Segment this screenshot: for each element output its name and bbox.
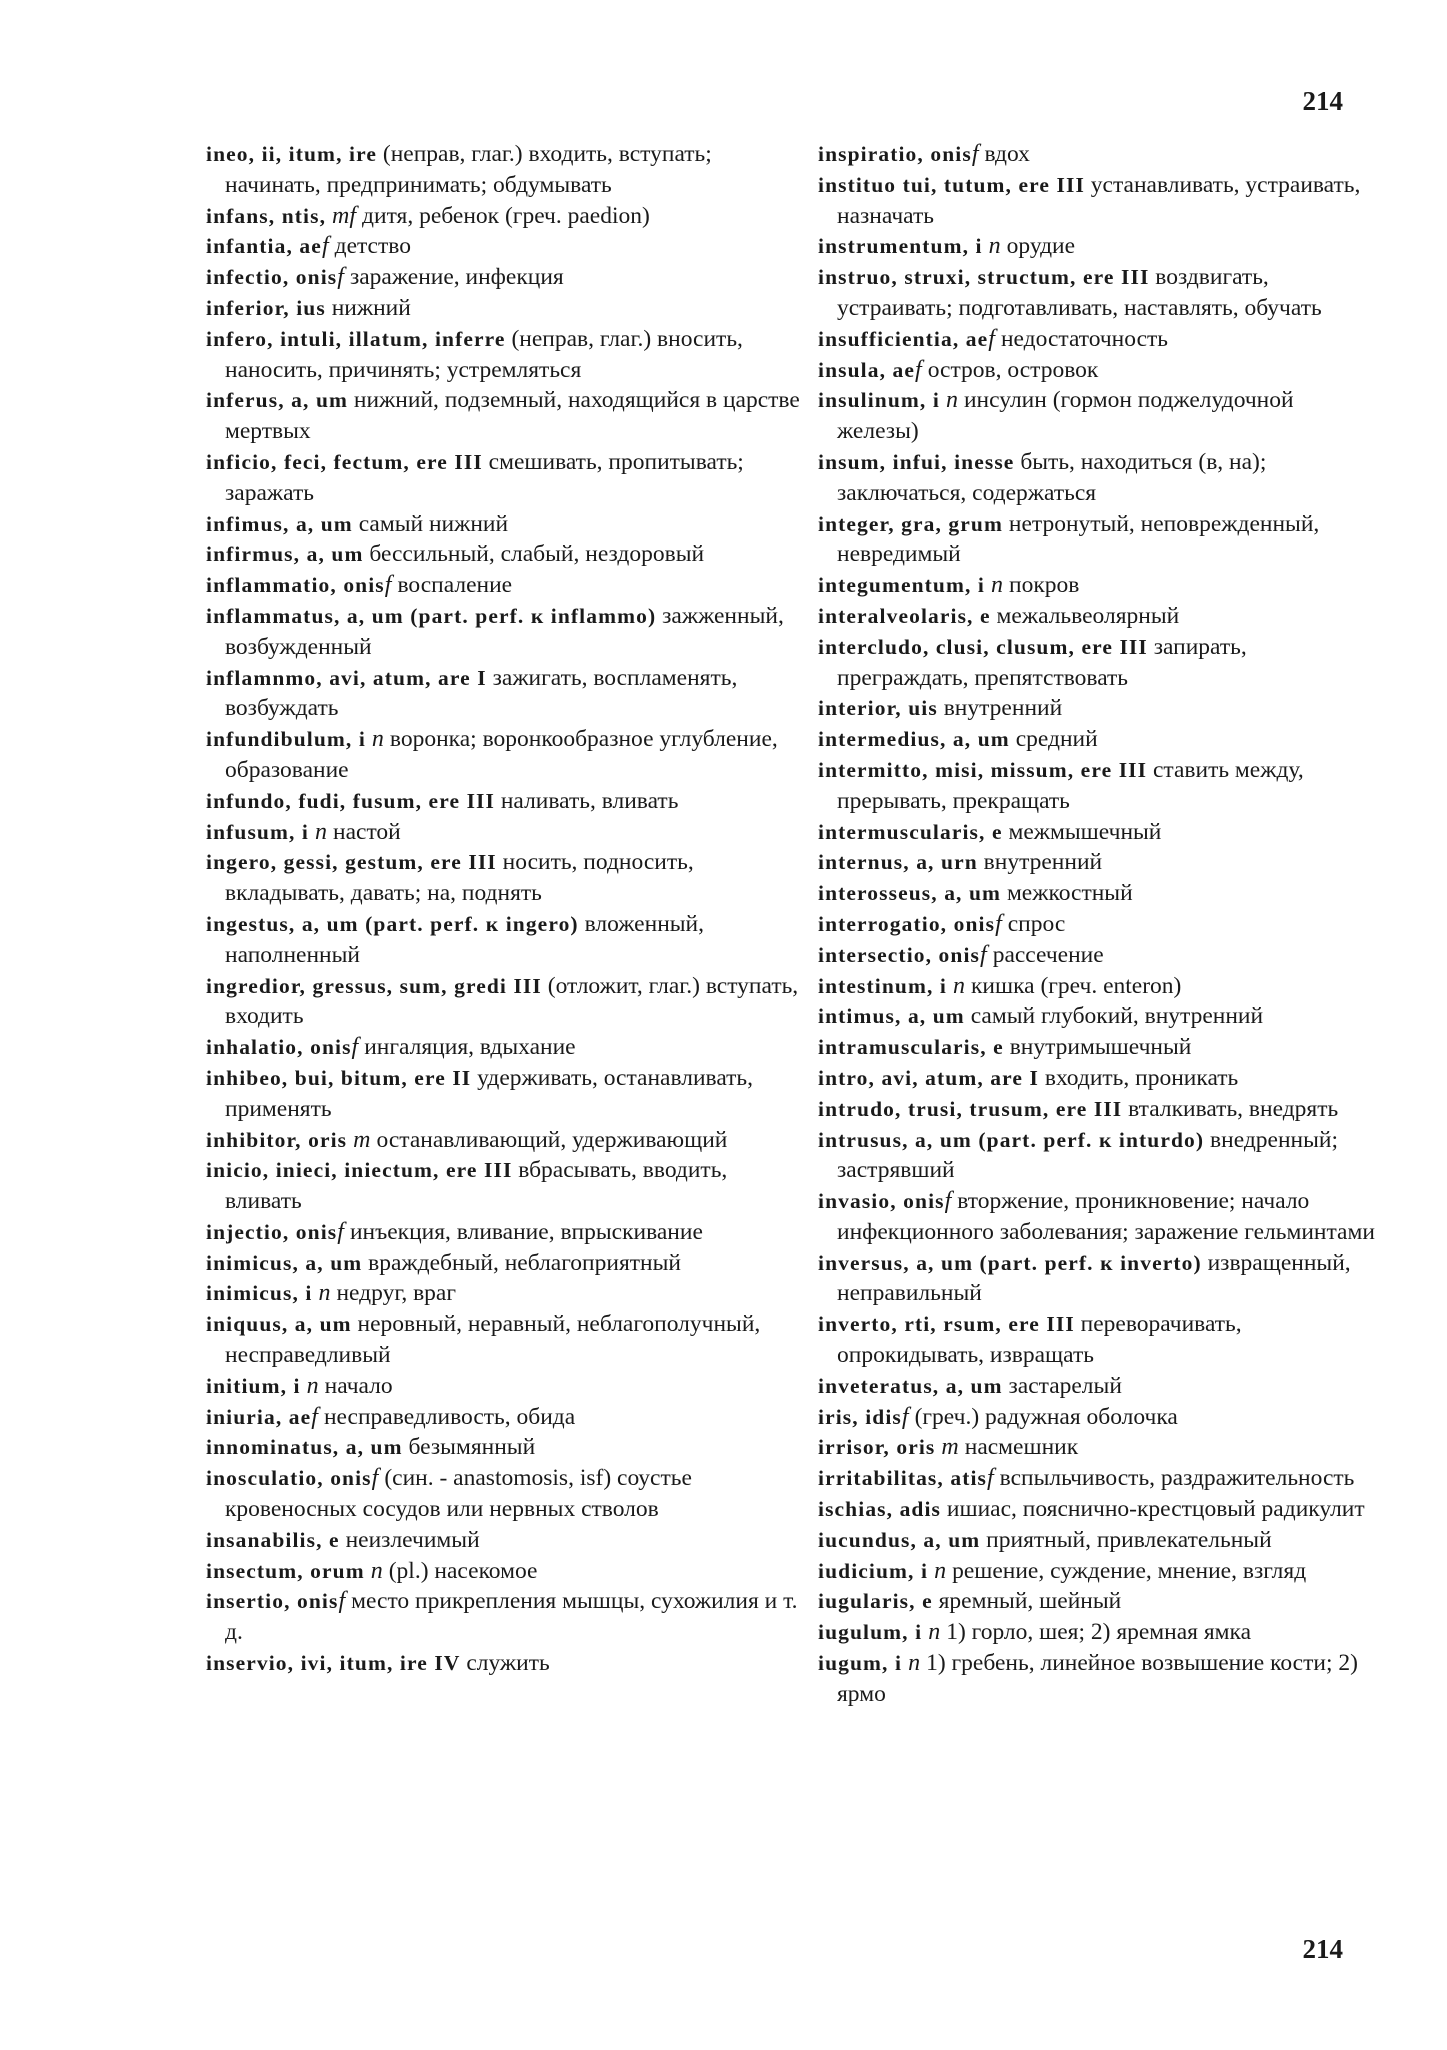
entry-lemma: integumentum, i [818, 573, 985, 598]
dictionary-entry [206, 385, 806, 447]
entry-definition: зажигать, воспламенять, возбуждать [225, 664, 738, 722]
entry-lemma: inimicus, a, um [206, 1250, 363, 1275]
entry-definition: воспаление [397, 572, 513, 599]
dictionary-entry [818, 324, 1378, 355]
entry-lemma: iris, idis [818, 1404, 902, 1429]
dictionary-entry [206, 786, 806, 817]
dictionary-entry [818, 1494, 1378, 1525]
entry-definition: (отложит, глаг.) вступать, входить [225, 972, 799, 1030]
entry-gender: n [364, 1557, 389, 1584]
entry-definition: спрос [1007, 910, 1066, 937]
entry-lemma: iugum, i [818, 1651, 903, 1676]
entry-definition: удерживать, останавливать, применять [225, 1064, 754, 1122]
dictionary-entry [206, 1463, 806, 1525]
dictionary-entry [818, 1309, 1378, 1371]
entry-definition: переворачивать, опрокидывать, извращать [837, 1311, 1242, 1369]
dictionary-entry [818, 755, 1378, 817]
entry-definition: неровный, неравный, неблагополучный, несправедливый [225, 1311, 761, 1369]
entry-definition: (греч.) радужная оболочка [914, 1403, 1178, 1430]
entry-definition: нижний, подземный, находящийся в царстве мертвых [225, 387, 800, 445]
entry-lemma: infundibulum, i [206, 727, 366, 752]
entry-definition: (неправ, глаг.) вносить, наносить, причинять; устремляться [225, 325, 743, 383]
entry-lemma: infusum, i [206, 819, 310, 844]
entry-gender: f [944, 1188, 958, 1215]
entry-definition: недостаточность [1000, 325, 1169, 352]
entry-lemma: inservio, ivi, itum, ire IV [206, 1651, 461, 1676]
entry-definition: остров, островок [927, 356, 1099, 383]
entry-definition: ишиас, пояснично-крестцовый радикулит [941, 1496, 1365, 1523]
entry-definition: (неправ, глаг.) входить, вступать; начинать, предпринимать; обдумывать [225, 141, 712, 198]
entry-definition: запирать, преграждать, препятствовать [837, 633, 1247, 691]
dictionary-entry [206, 1525, 806, 1556]
dictionary-entry [818, 139, 1378, 170]
entry-definition: вдох [984, 141, 1030, 167]
entry-gender: m [347, 1126, 377, 1153]
entry-definition: враждебный, неблагоприятный [362, 1249, 681, 1276]
entry-definition: ингаляция, вдыхание [364, 1034, 576, 1061]
entry-lemma: inflammatio, onis [206, 573, 385, 598]
entry-definition: яремный, шейный [932, 1588, 1122, 1615]
dictionary-entry [206, 570, 806, 601]
entry-lemma: inspiratio, onis [818, 142, 972, 166]
dictionary-column-right [818, 139, 1378, 1710]
entry-lemma: intro, avi, atum, are I [818, 1065, 1039, 1090]
entry-definition: кишка (греч. enteron) [970, 972, 1182, 999]
dictionary-entry [206, 1248, 806, 1279]
entry-lemma: iniquus, a, um [206, 1312, 352, 1337]
entry-lemma: infans, ntis, [206, 203, 327, 228]
entry-definition: вторжение, проникновение; начало инфекционного заболевания; заражение гельминтами [837, 1188, 1375, 1245]
entry-gender: n [309, 818, 334, 845]
entry-definition: вспыльчивость, раздражительность [999, 1465, 1355, 1492]
entry-gender: f [988, 325, 1001, 352]
dictionary-entry [818, 1371, 1378, 1402]
dictionary-entry [206, 509, 806, 540]
dictionary-entry [206, 1155, 806, 1217]
entry-definition: внутренний [937, 695, 1063, 722]
entry-definition: внутренний [977, 849, 1103, 876]
entry-definition: вталкивать, внедрять [1122, 1095, 1339, 1122]
entry-lemma: inferus, a, um [206, 388, 349, 413]
dictionary-entry [818, 1248, 1378, 1310]
entry-definition: дитя, ребенок (греч. paedion) [362, 202, 650, 229]
dictionary-entry [818, 1402, 1378, 1433]
entry-gender: f [371, 1465, 385, 1492]
entry-definition: 1) гребень, линейное возвышение кости; 2) ярмо [837, 1650, 1358, 1707]
entry-gender: n [982, 233, 1007, 260]
entry-definition: 1) горло, шея; 2) яремная ямка [946, 1619, 1252, 1646]
entry-lemma: infectio, onis [206, 265, 338, 290]
dictionary-entry [206, 1371, 806, 1402]
entry-lemma: insanabilis, e [206, 1527, 340, 1552]
entry-gender: n [312, 1280, 337, 1307]
dictionary-entry [206, 909, 806, 971]
dictionary-entry [818, 971, 1378, 1002]
dictionary-entry [818, 1186, 1378, 1248]
entry-lemma: interrogatio, onis [818, 911, 996, 936]
entry-gender: m [935, 1434, 965, 1461]
entry-definition: настой [333, 818, 401, 845]
entry-lemma: infirmus, a, um [206, 542, 364, 567]
entry-lemma: ingredior, gressus, sum, gredi III [206, 973, 542, 998]
entry-lemma: inhalatio, onis [206, 1035, 352, 1060]
entry-gender: f [384, 572, 398, 599]
entry-lemma: intramuscularis, e [818, 1035, 1004, 1060]
entry-definition: внутримышечный [1003, 1034, 1192, 1061]
entry-gender: n [985, 572, 1009, 599]
dictionary-entry [206, 817, 806, 848]
page-number-top: 214 [1302, 86, 1343, 116]
entry-definition: межкостный [1001, 880, 1133, 907]
entry-gender: n [300, 1372, 325, 1399]
entry-gender: f [995, 910, 1008, 937]
entry-definition: зажженный, возбужденный [225, 602, 784, 660]
entry-lemma: inosculatio, onis [206, 1466, 372, 1491]
entry-definition: инъекция, вливание, впрыскивание [349, 1218, 703, 1245]
dictionary-entry [818, 262, 1378, 324]
dictionary-entry [818, 693, 1378, 724]
dictionary-entry [206, 1402, 806, 1433]
entry-definition: место прикрепления мышцы, сухожилия и т. д. [225, 1588, 798, 1646]
entry-lemma: inimicus, i [206, 1281, 313, 1306]
dictionary-entry [206, 1217, 806, 1248]
dictionary-entry [206, 1432, 806, 1463]
entry-definition: недруг, враг [336, 1280, 456, 1307]
entry-definition: вбрасывать, вводить, вливать [225, 1157, 728, 1215]
entry-lemma: inicio, inieci, iniectum, ere III [206, 1158, 513, 1183]
dictionary-entry [818, 1032, 1378, 1063]
entry-lemma: irritabilitas, atis [818, 1466, 987, 1491]
entry-definition: входить, проникать [1038, 1064, 1239, 1091]
entry-lemma: inhibeo, bui, bitum, ere II [206, 1065, 472, 1090]
entry-lemma: intrusus, a, um (part. perf. к inturdo) [818, 1127, 1205, 1152]
entry-lemma: insufficientia, ae [818, 326, 989, 351]
entry-definition: рассечение [992, 941, 1104, 968]
entry-definition: наливать, вливать [494, 787, 679, 814]
entry-gender: f [980, 941, 993, 968]
dictionary-entry [818, 601, 1378, 632]
entry-definition: несправедливость, обида [323, 1403, 576, 1430]
entry-lemma: intermedius, a, um [818, 727, 1010, 752]
dictionary-entry [206, 847, 806, 909]
dictionary-entry [818, 509, 1378, 571]
dictionary-entry [818, 909, 1378, 940]
dictionary-entry [818, 724, 1378, 755]
dictionary-entry [206, 447, 806, 509]
entry-definition: воронка; воронкообразное углубление, образование [225, 726, 778, 783]
entry-lemma: insum, infui, inesse [818, 449, 1015, 474]
entry-lemma: invasio, onis [818, 1189, 945, 1214]
entry-lemma: ischias, adis [818, 1497, 942, 1522]
dictionary-entry [206, 293, 806, 324]
entry-lemma: ineo, ii, itum, ire [206, 142, 377, 166]
entry-lemma: interior, uis [818, 696, 938, 721]
dictionary-entry [818, 1001, 1378, 1032]
entry-definition: вложенный, наполненный [225, 910, 705, 968]
entry-lemma: iugulum, i [818, 1620, 923, 1645]
dictionary-entry [818, 385, 1378, 447]
entry-lemma: inversus, a, um (part. perf. к inverto) [818, 1250, 1202, 1275]
entry-definition: застарелый [1002, 1372, 1122, 1399]
entry-lemma: interosseus, a, um [818, 881, 1002, 906]
entry-definition: останавливающий, удерживающий [376, 1126, 728, 1153]
dictionary-entry [206, 324, 806, 386]
entry-gender: f [337, 1218, 350, 1245]
entry-gender: f [338, 1588, 352, 1615]
entry-lemma: instrumentum, i [818, 234, 983, 259]
entry-lemma: inferior, ius [206, 295, 326, 320]
dictionary-column-left [206, 139, 806, 1679]
entry-definition: межальвеолярный [990, 602, 1180, 629]
entry-lemma: inverto, rti, rsum, ere III [818, 1312, 1075, 1337]
dictionary-entry [818, 1125, 1378, 1187]
dictionary-entry [818, 1063, 1378, 1094]
entry-definition: нетронутый, неповрежденный, невредимый [837, 510, 1320, 568]
entry-lemma: intercludo, clusi, clusum, ere III [818, 634, 1148, 659]
entry-definition: (син. - anastomosis, isf) соустье кровеносных сосудов или нервных стволов [225, 1465, 692, 1523]
entry-gender: n [365, 726, 390, 753]
dictionary-entry [818, 570, 1378, 601]
dictionary-entry [206, 1063, 806, 1125]
entry-gender: f [311, 1403, 324, 1430]
entry-gender: n [946, 972, 971, 999]
entry-lemma: ingero, gessi, gestum, ere III [206, 850, 497, 875]
entry-lemma: integer, gra, grum [818, 511, 1003, 536]
entry-lemma: insectum, orum [206, 1558, 365, 1583]
dictionary-entry [206, 1125, 806, 1156]
entry-definition: нижний [325, 294, 411, 321]
entry-definition: смешивать, пропитывать; заражать [225, 448, 744, 506]
entry-definition: начало [324, 1372, 393, 1399]
entry-gender: f [915, 356, 928, 383]
entry-lemma: instituo tui, tutum, ere III [818, 172, 1085, 197]
entry-lemma: innominatus, a, um [206, 1435, 403, 1460]
dictionary-entry [818, 1094, 1378, 1125]
entry-lemma: internus, a, urn [818, 850, 978, 875]
dictionary-entry [818, 817, 1378, 848]
dictionary-entry [818, 1556, 1378, 1587]
entry-lemma: inflamnmo, avi, atum, are I [206, 665, 487, 690]
entry-gender: n [902, 1650, 927, 1677]
dictionary-entry [206, 262, 806, 293]
dictionary-entry [206, 1032, 806, 1063]
entry-gender: f [901, 1403, 915, 1430]
dictionary-entry [206, 663, 806, 725]
entry-lemma: instruo, struxi, structum, ere III [818, 265, 1150, 290]
dictionary-entry [206, 1648, 806, 1679]
dictionary-entry [818, 847, 1378, 878]
entry-definition: заражение, инфекция [349, 264, 564, 291]
entry-definition: покров [1009, 572, 1080, 599]
entry-lemma: intermitto, misi, missum, ere III [818, 757, 1148, 782]
dictionary-entry [206, 724, 806, 786]
entry-gender: mf [326, 202, 363, 229]
entry-lemma: initium, i [206, 1373, 301, 1398]
dictionary-entry [818, 231, 1378, 262]
entry-lemma: irrisor, oris [818, 1435, 936, 1460]
dictionary-entry [206, 1309, 806, 1371]
entry-lemma: iniuria, ae [206, 1404, 312, 1429]
dictionary-entry [818, 1525, 1378, 1556]
dictionary-entry [818, 170, 1378, 232]
dictionary-entry [206, 201, 806, 232]
entry-lemma: interalveolaris, e [818, 603, 991, 628]
entry-definition: детство [334, 233, 411, 260]
entry-definition: безымянный [402, 1434, 536, 1461]
entry-lemma: insulinum, i [818, 388, 940, 413]
dictionary-entry [818, 355, 1378, 386]
entry-lemma: inveteratus, a, um [818, 1373, 1003, 1398]
entry-lemma: insula, ae [818, 357, 916, 382]
entry-definition: средний [1009, 726, 1098, 753]
entry-lemma: intestinum, i [818, 973, 947, 998]
dictionary-entry [206, 971, 806, 1033]
entry-gender: f [351, 1034, 365, 1061]
entry-lemma: intermuscularis, e [818, 819, 1003, 844]
dictionary-entry [818, 1463, 1378, 1494]
entry-definition: ставить между, прерывать, прекращать [837, 756, 1304, 814]
entry-gender: n [922, 1619, 947, 1646]
entry-gender: f [337, 264, 350, 291]
entry-lemma: iugularis, e [818, 1589, 933, 1614]
dictionary-entry [818, 1586, 1378, 1617]
dictionary-entry [818, 940, 1378, 971]
entry-gender: n [928, 1557, 953, 1584]
entry-lemma: injectio, onis [206, 1219, 338, 1244]
dictionary-entry [818, 447, 1378, 509]
entry-gender: f [987, 1465, 1000, 1492]
entry-definition: самый нижний [352, 510, 509, 537]
dictionary-entry [818, 1617, 1378, 1648]
entry-gender: f [321, 233, 335, 260]
entry-lemma: intersectio, onis [818, 942, 981, 967]
entry-lemma: infundo, fudi, fusum, ere III [206, 788, 495, 813]
entry-lemma: inflammatus, a, um (part. perf. к inflammo) [206, 603, 657, 628]
entry-definition: неизлечимый [339, 1526, 480, 1553]
entry-definition: бессильный, слабый, нездоровый [363, 541, 705, 568]
dictionary-entry [206, 231, 806, 262]
entry-gender: n [939, 387, 964, 414]
entry-definition: устанавливать, устраивать, назначать [837, 171, 1361, 229]
dictionary-entry [818, 632, 1378, 694]
entry-gender: f [971, 141, 985, 167]
entry-definition: воздвигать, устраивать; подготавливать, наставлять, обучать [837, 264, 1322, 321]
entry-definition: самый глубокий, внутренний [964, 1003, 1264, 1030]
entry-lemma: infero, intuli, illatum, inferre [206, 326, 506, 351]
entry-definition: приятный, привлекательный [980, 1526, 1272, 1553]
entry-definition: межмышечный [1002, 818, 1162, 845]
dictionary-entry [206, 601, 806, 663]
entry-definition: служить [460, 1650, 550, 1677]
entry-lemma: inhibitor, oris [206, 1127, 348, 1152]
entry-lemma: iudicium, i [818, 1558, 929, 1583]
entry-lemma: ingestus, a, um (part. perf. к ingero) [206, 911, 579, 936]
entry-definition: внедренный; застрявший [837, 1126, 1339, 1184]
entry-definition: извращенный, неправильный [837, 1249, 1351, 1307]
dictionary-entry [206, 539, 806, 570]
entry-definition: (pl.) насекомое [388, 1557, 538, 1584]
entry-definition: насмешник [964, 1434, 1079, 1461]
dictionary-entry [818, 1648, 1378, 1710]
entry-definition: инсулин (гормон поджелудочной железы) [837, 387, 1294, 445]
entry-definition: быть, находиться (в, на); заключаться, содержаться [837, 448, 1267, 506]
entry-definition: орудие [1006, 233, 1076, 260]
dictionary-entry [206, 139, 806, 201]
entry-lemma: iucundus, a, um [818, 1527, 981, 1552]
entry-lemma: inficio, feci, fectum, ere III [206, 449, 483, 474]
dictionary-entry [818, 1432, 1378, 1463]
dictionary-entry [206, 1556, 806, 1587]
entry-lemma: intrudo, trusi, trusum, ere III [818, 1096, 1123, 1121]
entry-lemma: infimus, a, um [206, 511, 353, 536]
dictionary-entry [206, 1586, 806, 1648]
entry-lemma: infantia, ae [206, 234, 322, 259]
entry-definition: носить, подносить, вкладывать, давать; на, поднять [225, 849, 694, 907]
dictionary-entry [206, 1278, 806, 1309]
dictionary-entry [818, 878, 1378, 909]
page-number-bottom: 214 [1302, 1934, 1343, 1964]
entry-lemma: intimus, a, um [818, 1004, 965, 1029]
entry-lemma: insertio, onis [206, 1589, 339, 1614]
entry-definition: решение, суждение, мнение, взгляд [952, 1557, 1307, 1584]
